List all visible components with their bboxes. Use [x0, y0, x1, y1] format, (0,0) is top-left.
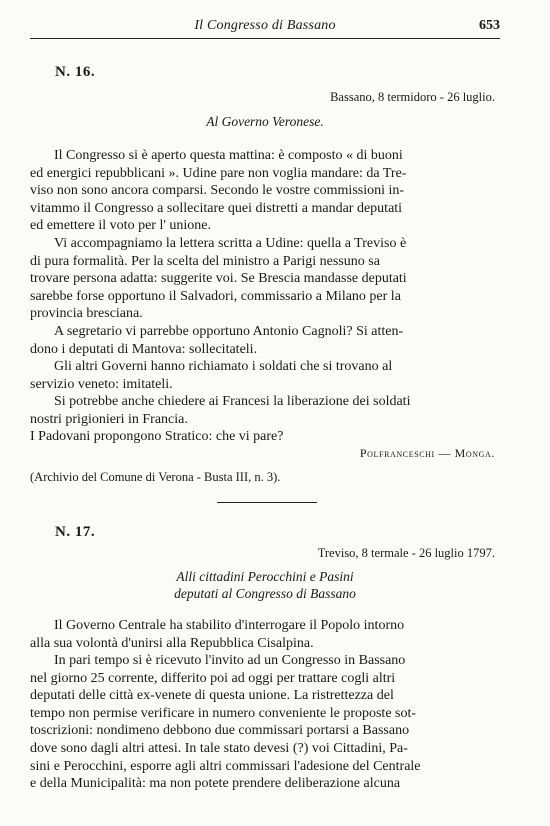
addressee-line: deputati al Congresso di Bassano	[174, 586, 356, 601]
paragraph	[30, 235, 500, 323]
page-number: 653	[479, 18, 500, 33]
addressee	[30, 568, 500, 602]
text-line: sini e Perocchini, esporre agli altri commissari l'adesione del Centrale	[30, 758, 421, 774]
text-line: vitammo il Congresso a sollecitare quei distretti a mandar deputati	[30, 200, 403, 216]
dateline: Treviso, 8 termale - 26 luglio 1797.	[317, 546, 495, 560]
paragraph	[30, 617, 500, 652]
text-line: e della Municipalità: ma non potete prendere deliberazione alcuna	[30, 776, 401, 792]
text-line: alla sua volontà d'unirsi alla Repubblica Cisalpina.	[30, 635, 314, 651]
paragraph	[30, 652, 500, 793]
text-line: ed emettere il voto per l' unione.	[30, 218, 211, 234]
text-line: trovare persona adatta: suggerite voi. Se Brescia mandasse deputati	[30, 271, 407, 287]
text-line: servizio veneto: imitateli.	[30, 376, 173, 392]
text-line: Si potrebbe anche chiedere ai Francesi la liberazione dei soldati	[54, 394, 411, 409]
signature: Polfranceschi — Monga.	[359, 446, 495, 460]
text-line: I Padovani propongono Stratico: che vi pare?	[30, 429, 284, 444]
paragraph	[30, 147, 500, 235]
text-line: ed energici repubblicani ». Udine pare non voglia mandare: da Tre-	[30, 165, 407, 181]
running-header	[30, 16, 500, 39]
text-line: provincia bresciana.	[30, 306, 143, 322]
text-line: Il Congresso si è aperto questa mattina: è composto « di buoni	[54, 148, 403, 163]
text-line: toscrizioni: nondimeno debbono due commissari portarsi a Bassano	[30, 723, 410, 739]
text-line: viso non sono ancora comparsi. Secondo le vostre commissioni in-	[30, 183, 405, 199]
paragraph	[30, 428, 500, 446]
document-number: N. 16.	[55, 64, 96, 80]
text-line: deputati delle città ex-venete di questa unione. La ristrettezza del	[30, 688, 394, 704]
text-line: dove sono dagli altri attesi. In tale stato devesi (?) voi Cittadini, Pa-	[30, 740, 408, 756]
text-line: tempo non permise verificare in numero conveniente le proposte sot-	[30, 705, 417, 721]
paragraph	[30, 323, 500, 358]
text-line: nel giorno 25 corrente, differito poi ad oggi per trattare cogli altri	[30, 670, 396, 686]
paragraph	[30, 358, 500, 393]
archive-citation: (Archivio del Comune di Verona - Busta III, n. 3).	[30, 470, 281, 484]
addressee: Al Governo Veronese.	[206, 114, 324, 129]
text-line: A segretario vi parrebbe opportuno Antonio Cagnoli? Si atten-	[54, 324, 404, 339]
header-title: Il Congresso di Bassano	[194, 18, 336, 33]
text-line: nostri prigionieri in Francia.	[30, 411, 188, 427]
text-line: Il Governo Centrale ha stabilito d'interrogare il Popolo intorno	[54, 618, 405, 633]
section-divider	[217, 502, 317, 503]
text-line: In pari tempo si è ricevuto l'invito ad un Congresso in Bassano	[54, 653, 406, 668]
paragraph	[30, 393, 500, 428]
addressee-line: Alli cittadini Perocchini e Pasini	[176, 569, 354, 584]
document-number: N. 17.	[55, 524, 96, 540]
text-line: di pura formalità. Per la scelta del ministro a Parigi nessuno sa	[30, 253, 380, 269]
text-line: Vi accompagniamo la lettera scritta a Udine: quella a Treviso è	[54, 236, 407, 251]
text-line: dono i deputati di Mantova: sollecitateli.	[30, 341, 258, 357]
text-line: sarebbe forse opportuno il Salvadori, commissario a Milano per la	[30, 288, 401, 304]
text-line: Gli altri Governi hanno richiamato i soldati che si trovano al	[54, 359, 393, 374]
dateline: Bassano, 8 termidoro - 26 luglio.	[330, 90, 495, 104]
